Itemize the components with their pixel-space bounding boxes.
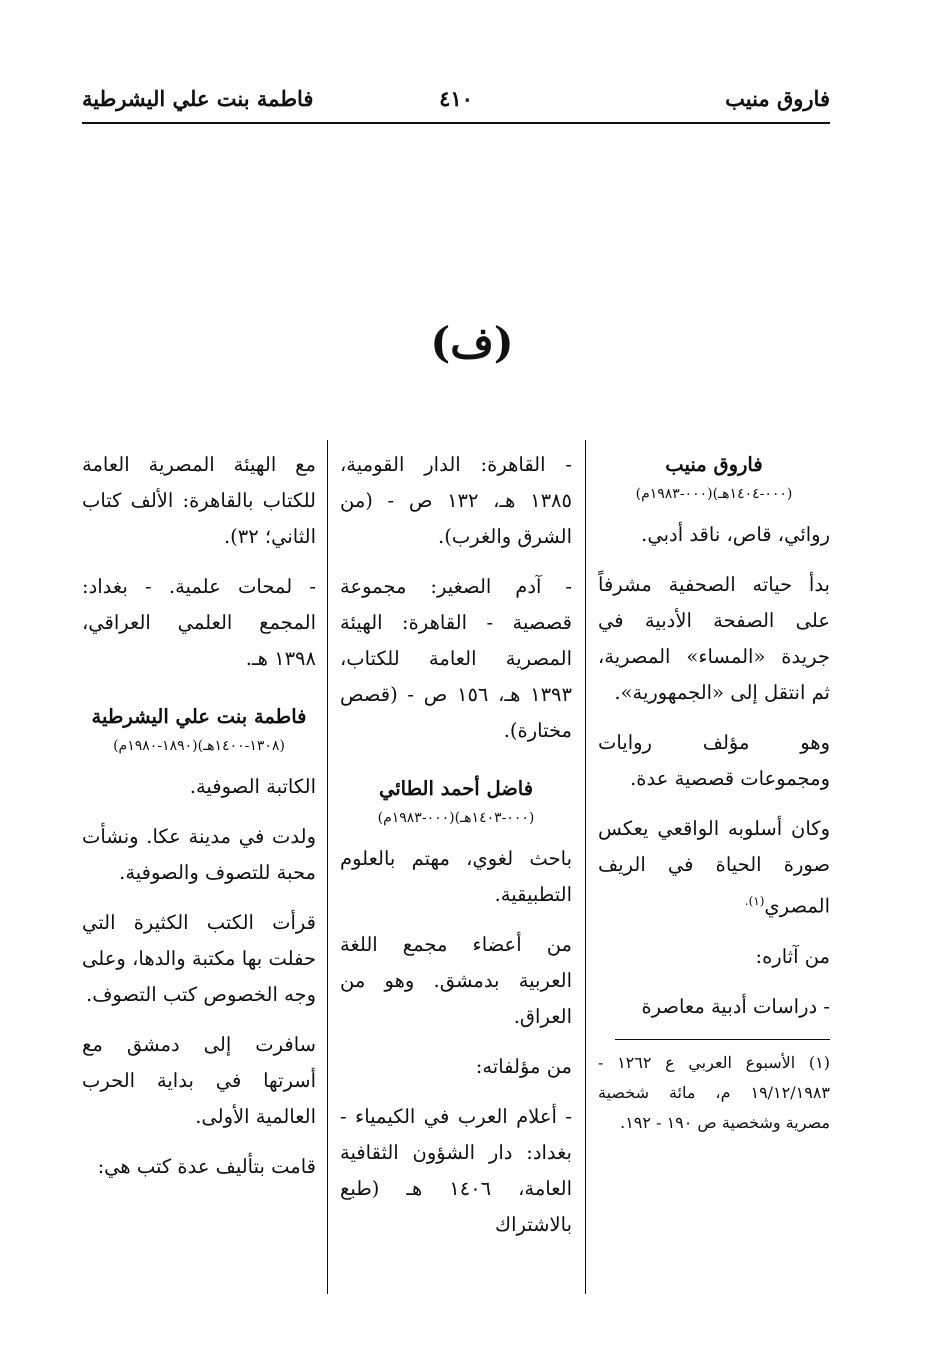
paragraph: من آثاره:	[755, 944, 830, 968]
paragraph: قامت بتأليف عدة كتب هي:	[97, 1155, 316, 1178]
page-number: ٤١٠	[439, 86, 473, 111]
entry-name: فاروق منيب	[665, 453, 763, 476]
paragraph: - آدم الصغير: مجموعة قصصية - القاهرة: الهيئة المصرية العامة للكتاب، ١٣٩٣ هـ، ١٥٦ ص - (قصص مختارة).	[340, 575, 572, 742]
paragraph: سافرت إلى دمشق مع أسرتها في بداية الحرب العالمية الأولى.	[82, 1033, 316, 1128]
paragraph: مع الهيئة المصرية العامة للكتاب بالقاهرة: الألف كتاب الثاني؛ ٣٢).	[82, 453, 316, 548]
paragraph: - أعلام العرب في الكيمياء - بغداد: دار الشؤون الثقافية العامة، ١٤٠٦ هـ (طبع بالاشتراك	[340, 1105, 572, 1236]
paragraph: وهو مؤلف روايات ومجموعات قصصية عدة.	[598, 731, 830, 790]
paragraph: - لمحات علمية. - بغداد: المجمع العلمي العراقي، ١٣٩٨ هـ.	[82, 575, 316, 670]
paragraph: - القاهرة: الدار القومية، ١٣٨٥ هـ، ١٣٢ ص - (من الشرق والغرب).	[340, 453, 573, 548]
running-head-right: فاروق منيب	[725, 86, 830, 111]
footnote: (١) الأسبوع العربي ع ١٢٦٢ - ١٩/١٢/١٩٨٣ م، مائة شخصية مصرية وشخصية ص ١٩٠ - ١٩٢.	[598, 1052, 831, 1132]
column-left	[82, 447, 316, 1199]
paragraph: قرأت الكتب الكثيرة التي حفلت بها مكتبة والدها، وعلى وجه الخصوص كتب التصوف.	[82, 911, 316, 1006]
paragraph: الكاتبة الصوفية.	[189, 775, 316, 798]
entry-name: فاضل أحمد الطائي	[378, 777, 534, 800]
section-letter: (ف)	[430, 318, 514, 367]
footnote-marker: (١).	[744, 894, 765, 908]
paragraph	[598, 811, 830, 925]
running-head	[82, 86, 830, 124]
column-divider	[585, 440, 586, 1294]
entry-dates: (٠٠٠-١٤٠٤هـ)(٠٠٠-١٩٨٣م)	[635, 486, 793, 502]
column-middle	[340, 447, 572, 1257]
footnote-rule	[615, 1039, 830, 1040]
column-divider	[327, 440, 328, 1294]
paragraph: روائي، قاص، ناقد أدبي.	[641, 523, 830, 546]
entry-dates: (٠٠٠-١٤٠٣هـ)(٠٠٠-١٩٨٣م)	[377, 810, 535, 826]
paragraph: باحث لغوي، مهتم بالعلوم التطبيقية.	[340, 847, 572, 906]
entry-dates: (١٣٠٨-١٤٠٠هـ)(١٨٩٠-١٩٨٠م)	[113, 738, 285, 754]
paragraph: من مؤلفاته:	[475, 1055, 572, 1078]
column-right	[598, 447, 830, 1152]
paragraph: - دراسات أدبية معاصرة	[641, 994, 830, 1018]
paragraph-text: وكان أسلوبه الواقعي يعكس صورة الحياة في الريف المصري	[598, 817, 830, 918]
entry-name: فاطمة بنت علي اليشرطية	[91, 705, 307, 728]
paragraph: من أعضاء مجمع اللغة العربية بدمشق. وهو من العراق.	[340, 933, 572, 1028]
paragraph: ولدت في مدينة عكا. ونشأت محبة للتصوف والصوفية.	[82, 825, 316, 884]
running-head-left: فاطمة بنت علي اليشرطية	[82, 86, 314, 111]
paragraph: بدأ حياته الصحفية مشرفاً على الصفحة الأدبية في جريدة «المساء» المصرية، ثم انتقل إلى «الجمهورية».	[598, 573, 830, 704]
